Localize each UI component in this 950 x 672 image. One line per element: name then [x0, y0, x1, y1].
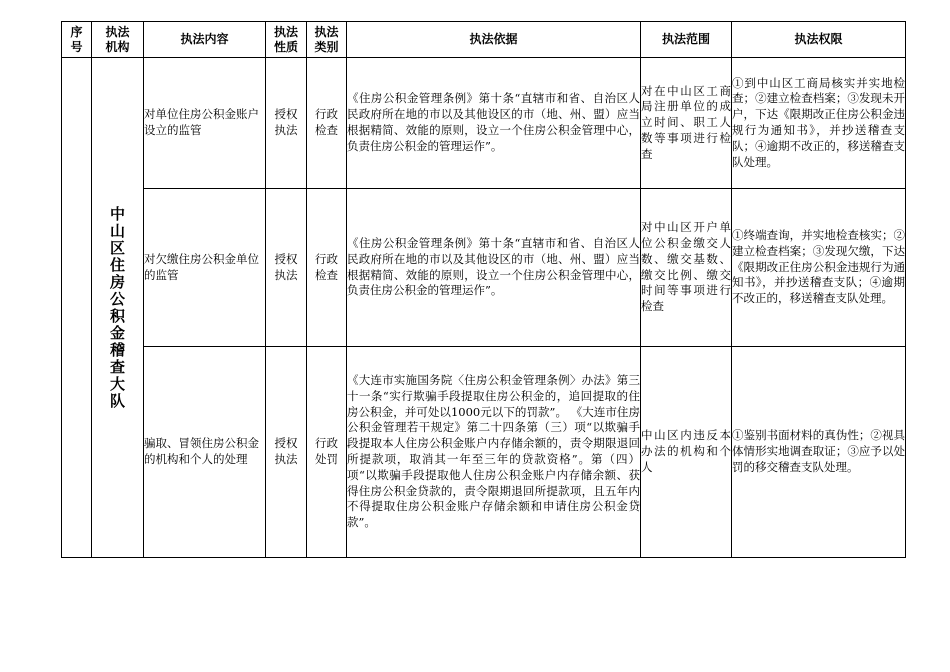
table-row: [62, 58, 906, 189]
scope-cell: 对在中山区工商局注册单位的成立时间、职工人数等事项进行检查: [641, 58, 732, 189]
basis-cell: 《大连市实施国务院〈住房公积金管理条例〉办法》第三十一条“实行欺骗手段提取住房公积金的，追回提取的住房公积金，并可处以1000元以下的罚款”。 《大连市住房公积金管理若干规定》第二十四条第（三）项“以欺骗手段提取本人住房公积金账户内存储余额的，责令期限退回所提款项，取消其一年至三年的贷款资格”。第（四）项“以欺骗手段提取他人住房公积金账户内存储余额、获得住房公积金贷款的，责令限期退回所提款项，且五年内不得提取住房公积金账户存储余额和申请住房公积金贷款”。: [347, 347, 641, 558]
enforcement-table: [61, 21, 906, 558]
header-nature: 执法性质: [266, 22, 307, 58]
content-cell: 对单位住房公积金账户设立的监管: [144, 58, 266, 189]
table-row: [62, 189, 906, 347]
content-cell: 骗取、冒领住房公积金的机构和个人的处理: [144, 347, 266, 558]
nature-cell: 授权执法: [266, 58, 307, 189]
basis-cell: 《住房公积金管理条例》第十条“直辖市和省、自治区人民政府所在地的市以及其他设区的市（地、州、盟）应当根据精简、效能的原则，设立一个住房公积金管理中心，负责住房公积金的管理运作”。: [347, 189, 641, 347]
authority-cell: ①鉴别书面材料的真伪性；②视具体情形实地调查取证；③应予以处罚的移交稽查支队处理。: [732, 347, 906, 558]
basis-cell: 《住房公积金管理条例》第十条“直辖市和省、自治区人民政府所在地的市以及其他设区的市（地、州、盟）应当根据精简、效能的原则，设立一个住房公积金管理中心，负责住房公积金的管理运作”。: [347, 58, 641, 189]
row-number-cell: [62, 58, 92, 558]
header-basis: 执法依据: [347, 22, 641, 58]
scope-cell: 中山区内违反本办法的机构和个人: [641, 347, 732, 558]
category-cell: 行政检查: [307, 58, 347, 189]
authority-cell: ①到中山区工商局核实并实地检查；②建立检查档案；③发现未开户，下达《限期改正住房公积金违规行为通知书》，并抄送稽查支队；④逾期不改正的，移送稽查支队处理。: [732, 58, 906, 189]
header-scope: 执法范围: [641, 22, 732, 58]
table-row: [62, 347, 906, 558]
agency-cell: [92, 58, 144, 558]
header-category: 执法类别: [307, 22, 347, 58]
category-cell: 行政处罚: [307, 347, 347, 558]
category-cell: 行政检查: [307, 189, 347, 347]
content-cell: 对欠缴住房公积金单位的监管: [144, 189, 266, 347]
nature-cell: 授权执法: [266, 347, 307, 558]
header-row: [62, 22, 906, 58]
header-no: 序号: [62, 22, 92, 58]
header-authority: 执法权限: [732, 22, 906, 58]
agency-name: 中山区住房公积金稽查大队: [109, 204, 125, 410]
nature-cell: 授权执法: [266, 189, 307, 347]
header-content: 执法内容: [144, 22, 266, 58]
scope-cell: 对中山区开户单位公积金缴交人数、缴交基数、缴交比例、缴交时间等事项进行检查: [641, 189, 732, 347]
authority-cell: ①终端查询，并实地检查核实；②建立检查档案；③发现欠缴，下达《限期改正住房公积金违规行为通知书》，并抄送稽查支队；④逾期不改正的，移送稽查支队处理。: [732, 189, 906, 347]
header-agency: 执法机构: [92, 22, 144, 58]
